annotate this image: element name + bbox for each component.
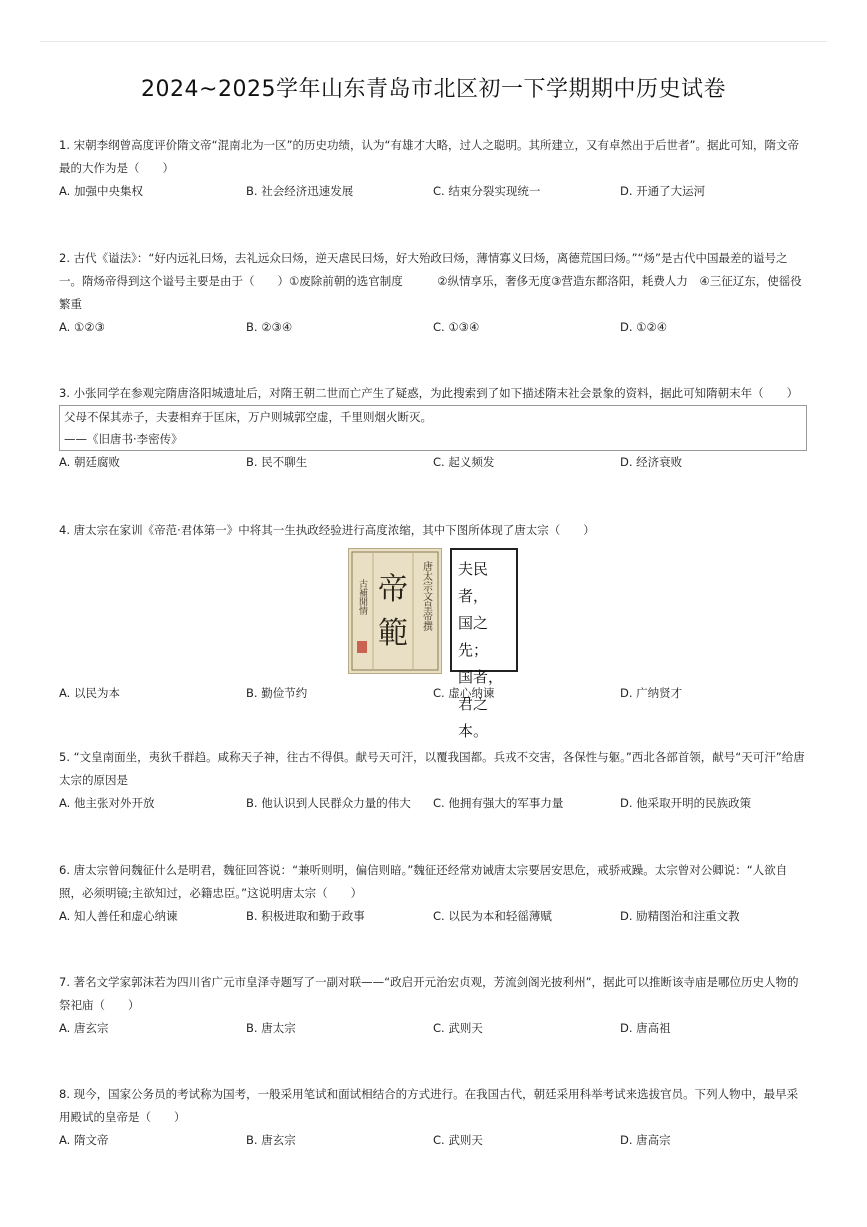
question-1	[59, 134, 807, 203]
card-line: 国之先；	[458, 614, 489, 659]
option-b[interactable]: B. 唐玄宗	[246, 1133, 296, 1147]
option-c[interactable]: C. 虚心纳谏	[433, 686, 495, 700]
option-c[interactable]: C. 起义频发	[433, 455, 495, 469]
card-line: 君之本。	[458, 695, 489, 740]
option-d[interactable]: D. 经济衰败	[620, 455, 683, 469]
option-d[interactable]: D. 开通了大运河	[620, 184, 706, 198]
option-c[interactable]: C. 结束分裂实现统一	[433, 184, 541, 198]
question-stem: 1. 宋朝李纲曾高度评价隋文帝“混南北为一区”的历史功绩，认为“有雄才大略，过人之聪明。其所建立，又有卓然出于后世者”。据此可知，隋文帝最的大作为是（ ）	[59, 138, 799, 175]
options-row	[59, 180, 807, 203]
red-seal-icon	[357, 641, 367, 653]
source-quote-box	[59, 405, 807, 451]
option-b[interactable]: B. 唐太宗	[246, 1021, 296, 1035]
option-d[interactable]: D. 他采取开明的民族政策	[620, 796, 752, 810]
option-d[interactable]: D. ①②④	[620, 320, 668, 334]
question-4	[59, 519, 807, 740]
card-line: 夫民者，	[458, 560, 489, 605]
option-c[interactable]: C. ①③④	[433, 320, 480, 334]
option-c[interactable]: C. 他拥有强大的军事力量	[433, 796, 564, 810]
scroll-title-char-1: 帝	[378, 572, 408, 607]
option-c[interactable]: C. 武则天	[433, 1133, 483, 1147]
options-row	[59, 1129, 807, 1152]
options-row	[59, 316, 807, 339]
page-title: 2024~2025学年山东青岛市北区初一下学期期中历史试卷	[141, 77, 726, 102]
card-line: 国者，	[458, 668, 504, 686]
question-stem: 4. 唐太宗在家训《帝范·君体第一》中将其一生执政经验进行高度浓缩，其中下图所体现了唐太宗（ ）	[59, 523, 595, 537]
option-d[interactable]: D. 唐高祖	[620, 1021, 671, 1035]
option-a[interactable]: A. 以民为本	[59, 686, 120, 700]
option-b[interactable]: B. 民不聊生	[246, 455, 308, 469]
option-a[interactable]: A. 隋文帝	[59, 1133, 109, 1147]
option-a[interactable]: A. 他主张对外开放	[59, 796, 155, 810]
option-a[interactable]: A. 加强中央集权	[59, 184, 143, 198]
option-a[interactable]: A. ①②③	[59, 320, 105, 334]
question-8	[59, 1083, 807, 1152]
scroll-title-char-2: 範	[378, 616, 408, 651]
option-c[interactable]: C. 武则天	[433, 1021, 483, 1035]
option-a[interactable]: A. 唐玄宗	[59, 1021, 109, 1035]
dianfan-book-cover-image	[348, 548, 442, 674]
options-row	[59, 451, 807, 474]
question-6	[59, 859, 807, 928]
top-divider	[40, 41, 827, 42]
option-a[interactable]: A. 知人善任和虚心纳谏	[59, 909, 178, 923]
question-stem: 2. 古代《谥法》：“好内远礼曰炀，去礼远众曰炀，逆天虐民曰炀，好大殆政曰炀，薄情寡义曰炀，离德荒国曰炀。”“炀”是古代中国最差的谥号之一。隋炀帝得到这个谥号主要是由于（ ）①废除前朝的选官制度 ②纵情享乐，奢侈无度③营造东都洛阳，耗费人力 ④三征辽东，使徭役繁重	[59, 251, 802, 311]
option-a[interactable]: A. 朝廷腐败	[59, 455, 120, 469]
option-b[interactable]: B. 积极进取和勤于政事	[246, 909, 365, 923]
question-3	[59, 382, 807, 474]
question-stem: 5. “文皇南面坐，夷狄千群趋。咸称天子神，往古不得俱。献号天可汗，以覆我国都。兵戎不交害，各保性与躯。”西北各部首领，献号“天可汗”给唐太宗的原因是	[59, 750, 805, 787]
options-row	[59, 682, 807, 705]
scroll-left-inscription: 古補閒情	[357, 579, 367, 615]
option-b[interactable]: B. ②③④	[246, 320, 293, 334]
question-stem: 8. 现今，国家公务员的考试称为国考，一般采用笔试和面试相结合的方式进行。在我国古代，朝廷采用科举考试来选拔官员。下列人物中，最早采用殿试的皇帝是（ ）	[59, 1087, 799, 1124]
options-row	[59, 905, 807, 928]
quote-text: 父母不保其赤子，夫妻相弃于匡床，万户则城郭空虚，千里则烟火断灭。	[64, 410, 432, 424]
option-b[interactable]: B. 勤俭节约	[246, 686, 308, 700]
question-5	[59, 746, 807, 815]
question-stem: 6. 唐太宗曾问魏征什么是明君，魏征回答说：“兼听则明，偏信则暗。”魏征还经常劝诫唐太宗要居安思危，戒骄戒躁。太宗曾对公卿说：“人欲自照，必须明镜;主欲知过，必籍忠臣。”这说明唐太宗（ ）	[59, 863, 788, 900]
scroll-side-inscription: 唐太宗文皇帝撰	[420, 561, 432, 631]
option-d[interactable]: D. 励精图治和注重文教	[620, 909, 740, 923]
question-7	[59, 971, 807, 1040]
option-b[interactable]: B. 社会经济迅速发展	[246, 184, 354, 198]
options-row	[59, 1017, 807, 1040]
option-d[interactable]: D. 唐高宗	[620, 1133, 671, 1147]
quote-source: ——《旧唐书·李密传》	[64, 432, 183, 446]
option-c[interactable]: C. 以民为本和轻徭薄赋	[433, 909, 552, 923]
question-stem: 3. 小张同学在参观完隋唐洛阳城遗址后，对隋王朝二世而亡产生了疑惑，为此搜索到了如下描述隋末社会景象的资料，据此可知隋朝末年（ ）	[59, 386, 799, 400]
question-stem: 7. 著名文学家郭沫若为四川省广元市皇泽寺题写了一副对联——“政启开元治宏贞观，芳流剑阁光披利州”，据此可以推断该寺庙是哪位历史人物的祭祀庙（ ）	[59, 975, 799, 1012]
option-b[interactable]: B. 他认识到人民群众力量的伟大	[246, 796, 411, 810]
options-row	[59, 792, 807, 815]
option-d[interactable]: D. 广纳贤才	[620, 686, 683, 700]
question-2	[59, 247, 807, 339]
